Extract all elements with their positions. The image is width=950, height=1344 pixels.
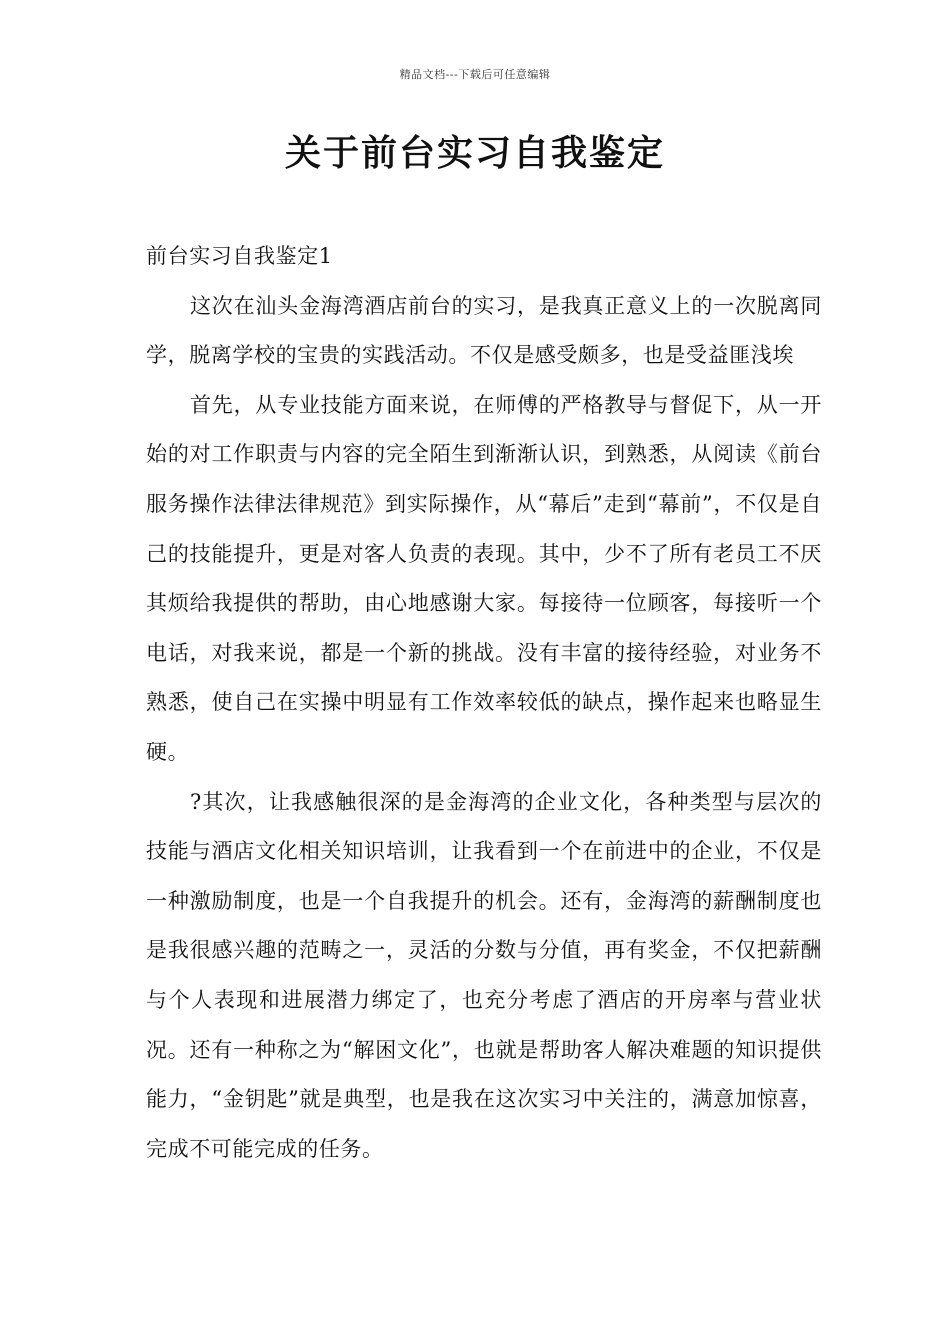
document-title: 关于前台实习自我鉴定 <box>284 133 665 174</box>
paragraph-skills: 首先，从专业技能方面来说，在师傅的严格教导与督促下，从一开始的对工作职责与内容的完全陌生到渐渐认识，到熟悉，从阅读《前台服务操作法律法律规范》到实际操作，从“幕后”走到“幕前”，不仅是自己的技能提升，更是对客人负责的表现。其中，少不了所有老员工不厌其烦给我提供的帮助，由心地感谢大家。每接待一位顾客，每接听一个电话，对我来说，都是一个新的挑战。没有丰富的接待经验，对业务不熟悉，使自己在实操中明显有工作效率较低的缺点，操作起来也略显生硬。 <box>146 392 822 764</box>
paragraph-culture: ?其次，让我感触很深的是金海湾的企业文化，各种类型与层次的技能与酒店文化相关知识培训，让我看到一个在前进中的企业，不仅是一种激励制度，也是一个自我提升的机会。还有，金海湾的薪酬制度也是我很感兴趣的范畴之一，灵活的分数与分值，再有奖金，不仅把薪酬与个人表现和进展潜力绑定了，也充分考虑了酒店的开房率与营业状况。还有一种称之为“解困文化”，也就是帮助客人解决难题的知识提供能力，“金钥匙”就是典型，也是我在这次实习中关注的，满意加惊喜，完成不可能完成的任务。 <box>146 789 822 1161</box>
header-note: 精品文档---下载后可任意编辑 <box>399 68 551 81</box>
document-body <box>146 232 822 1174</box>
paragraph-intro: 这次在汕头金海湾酒店前台的实习，是我真正意义上的一次脱离同学，脱离学校的宝贵的实践活动。不仅是感受颇多，也是受益匪浅埃 <box>146 293 822 368</box>
section-heading: 前台实习自我鉴定1 <box>146 244 333 268</box>
